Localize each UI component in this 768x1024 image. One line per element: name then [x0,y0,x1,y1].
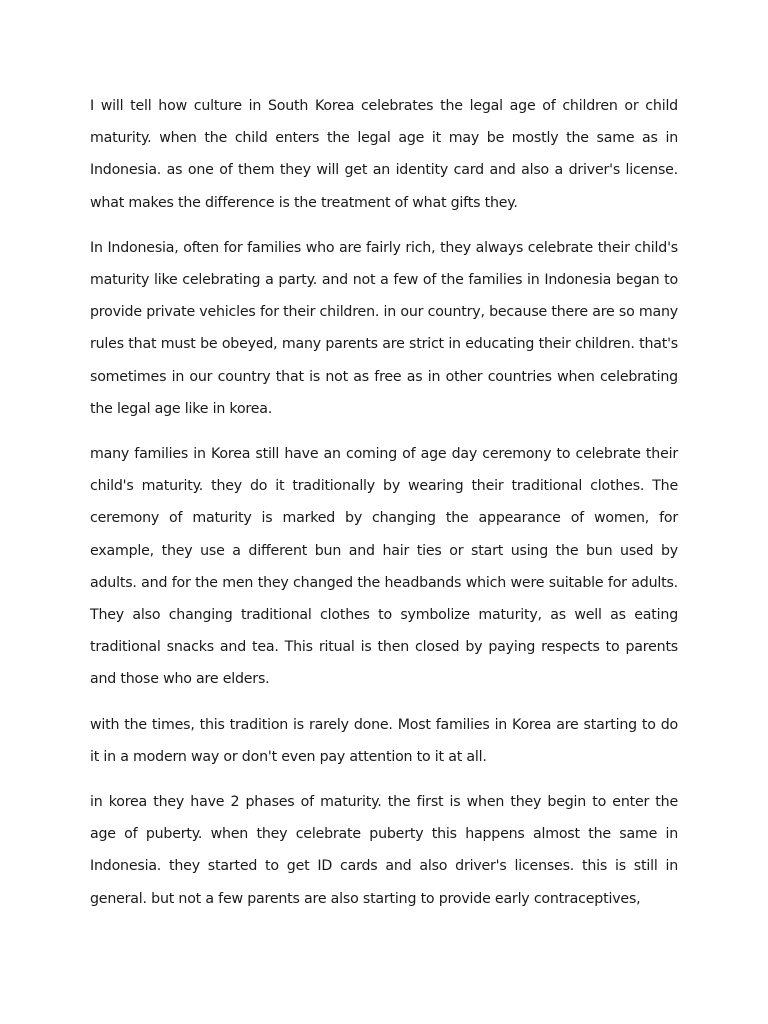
paragraph-2: In Indonesia, often for families who are fairly rich, they always celebrate their child's maturity like celebrating a party. and not a few of the families in Indonesia began to provide private vehicles for their children. in our country, because there are so many rules that must be obeyed, many parents are strict in educating their children. that's sometimes in our country that is not as free as in other countries when celebrating the legal age like in korea. [90,239,678,417]
paragraph-4: with the times, this tradition is rarely done. Most families in Korea are starting to do it in a modern way or don't even pay attention to it at all. [90,716,678,765]
paragraph-1: I will tell how culture in South Korea celebrates the legal age of children or child maturity. when the child enters the legal age it may be mostly the same as in Indonesia. as one of them they will get an identity card and also a driver's license. what makes the difference is the treatment of what gifts they. [90,98,678,211]
paragraph-5: in korea they have 2 phases of maturity. the first is when they begin to enter the age of puberty. when they celebrate puberty this happens almost the same in Indonesia. they started to get ID cards and also driver's licenses. this is still in general. but not a few parents are also starting to provide early contraceptives, [90,794,678,907]
document-page [90,90,678,928]
paragraph-3: many families in Korea still have an coming of age day ceremony to celebrate their child's maturity. they do it traditionally by wearing their traditional clothes. The ceremony of maturity is marked by changing the appearance of women, for example, they use a different bun and hair ties or start using the bun used by adults. and for the men they changed the headbands which were suitable for adults. They also changing traditional clothes to symbolize maturity, as well as eating traditional snacks and tea. This ritual is then closed by paying respects to parents and those who are elders. [90,446,678,688]
